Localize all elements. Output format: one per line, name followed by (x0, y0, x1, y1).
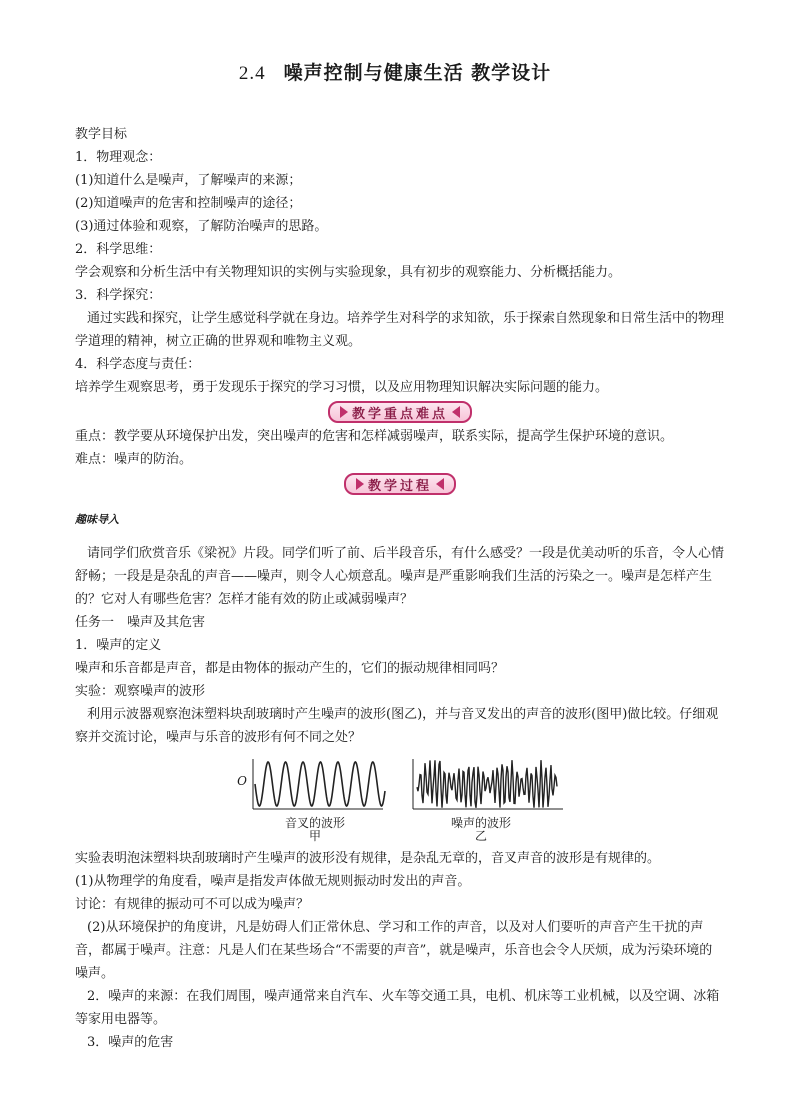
paragraph: 4．科学态度与责任： (75, 357, 201, 372)
experiment-text: 利用示波器观察泡沫塑料块刮玻璃时产生噪声的波形(图乙)，并与音叉发出的声音的波形(图甲)做比较。仔细观察并交流讨论，噪声与乐音的波形有何不同之处？ (75, 707, 719, 745)
tuning-fork-wave (255, 762, 385, 806)
paragraph: (1)从物理学的角度看，噪声是指发声体做无规则振动时发出的声音。 (75, 874, 471, 889)
section-heading: 3．噪声的危害 (87, 1035, 174, 1050)
noise-caption: 噪声的波形 (450, 816, 511, 830)
paragraph: (2)从环境保护的角度讲，凡是妨碍人们正常休息、学习和工作的声音，以及对人们要听的声音产生干扰的声音，都属于噪声。注意：凡是人们在某些场合“不需要的声音”，就是噪声，乐音也会令人厌烦，成为污染环境的噪声。 (75, 920, 713, 981)
paragraph: (3)通过体验和观察，了解防治噪声的思路。 (75, 219, 328, 234)
intro-text: 请同学们欣赏音乐《梁祝》片段。同学们听了前、后半段音乐，有什么感受？一段是优美动听的乐音，令人心情舒畅；一段是是杂乱的声音——噪声，则令人心烦意乱。噪声是严重影响我们生活的污染之一。噪声是怎样产生的？它对人有哪些危害？怎样才能有效的防止或减弱噪声？ (75, 546, 725, 607)
paragraph: (2)知道噪声的危害和控制噪声的途径； (75, 196, 302, 211)
banner-process-row (75, 471, 725, 497)
paragraph: 3．科学探究： (75, 288, 162, 303)
paragraph: 1．物理观念： (75, 150, 162, 165)
paragraph: 2．噪声的来源：在我们周围，噪声通常来自汽车、火车等交通工具，电机、机床等工业机械，以及空调、冰箱等家用电器等。 (75, 989, 720, 1027)
fork-label: 甲 (308, 829, 321, 843)
paragraph: 实验表明泡沫塑料块刮玻璃时产生噪声的波形没有规律，是杂乱无章的，音叉声音的波形是有规律的。 (75, 851, 661, 866)
paragraph: 培养学生观察思考，勇于发现乐于探究的学习习惯，以及应用物理知识解决实际问题的能力。 (75, 380, 609, 395)
paragraph: 通过实践和探究，让学生感觉科学就在身边。培养学生对科学的求知欲，乐于探索自然现象和日常生活中的物理学道理的精神，树立正确的世界观和唯物主义观。 (75, 311, 725, 349)
key-point: 重点：教学要从环境保护出发，突出噪声的危害和怎样减弱噪声，联系实际，提高学生保护环境的意识。 (75, 429, 674, 444)
fork-caption: 音叉的波形 (284, 816, 345, 830)
content-body (75, 123, 725, 1054)
noise-wave (417, 760, 557, 808)
arrow-left-icon (436, 478, 444, 490)
arrow-right-icon (356, 478, 364, 490)
paragraph: 2．科学思维： (75, 242, 162, 257)
key-point: 难点：噪声的防治。 (75, 452, 193, 467)
origin-label: O (237, 774, 247, 788)
waveform-svg (245, 753, 565, 815)
banner-label: 教学重点难点 (351, 406, 448, 422)
arrow-left-icon (452, 406, 460, 418)
title-number: 2.4 (238, 63, 266, 84)
banner-key-points (328, 401, 472, 423)
banner-key-points-row (75, 399, 725, 425)
section-heading: 1．噪声的定义 (75, 638, 162, 653)
task-heading: 任务一 噪声及其危害 (75, 615, 206, 630)
waveform-figure (75, 753, 725, 845)
banner-process (344, 473, 456, 495)
page-title (0, 58, 790, 85)
intro-heading: 趣味导入 (75, 513, 119, 526)
noise-label: 乙 (474, 829, 487, 843)
paragraph: (1)知道什么是噪声，了解噪声的来源； (75, 173, 302, 188)
paragraph: 学会观察和分析生活中有关物理知识的实例与实验现象，具有初步的观察能力、分析概括能力。 (75, 265, 622, 280)
arrow-right-icon (340, 406, 348, 418)
paragraph: 噪声和乐音都是声音，都是由物体的振动产生的，它们的振动规律相同吗？ (75, 661, 505, 676)
paragraph: 讨论：有规律的振动可不可以成为噪声？ (75, 897, 310, 912)
paragraph: 教学目标 (75, 127, 128, 142)
experiment-heading: 实验：观察噪声的波形 (75, 684, 206, 699)
title-text: 噪声控制与健康生活 教学设计 (283, 62, 552, 84)
banner-label: 教学过程 (367, 478, 432, 494)
